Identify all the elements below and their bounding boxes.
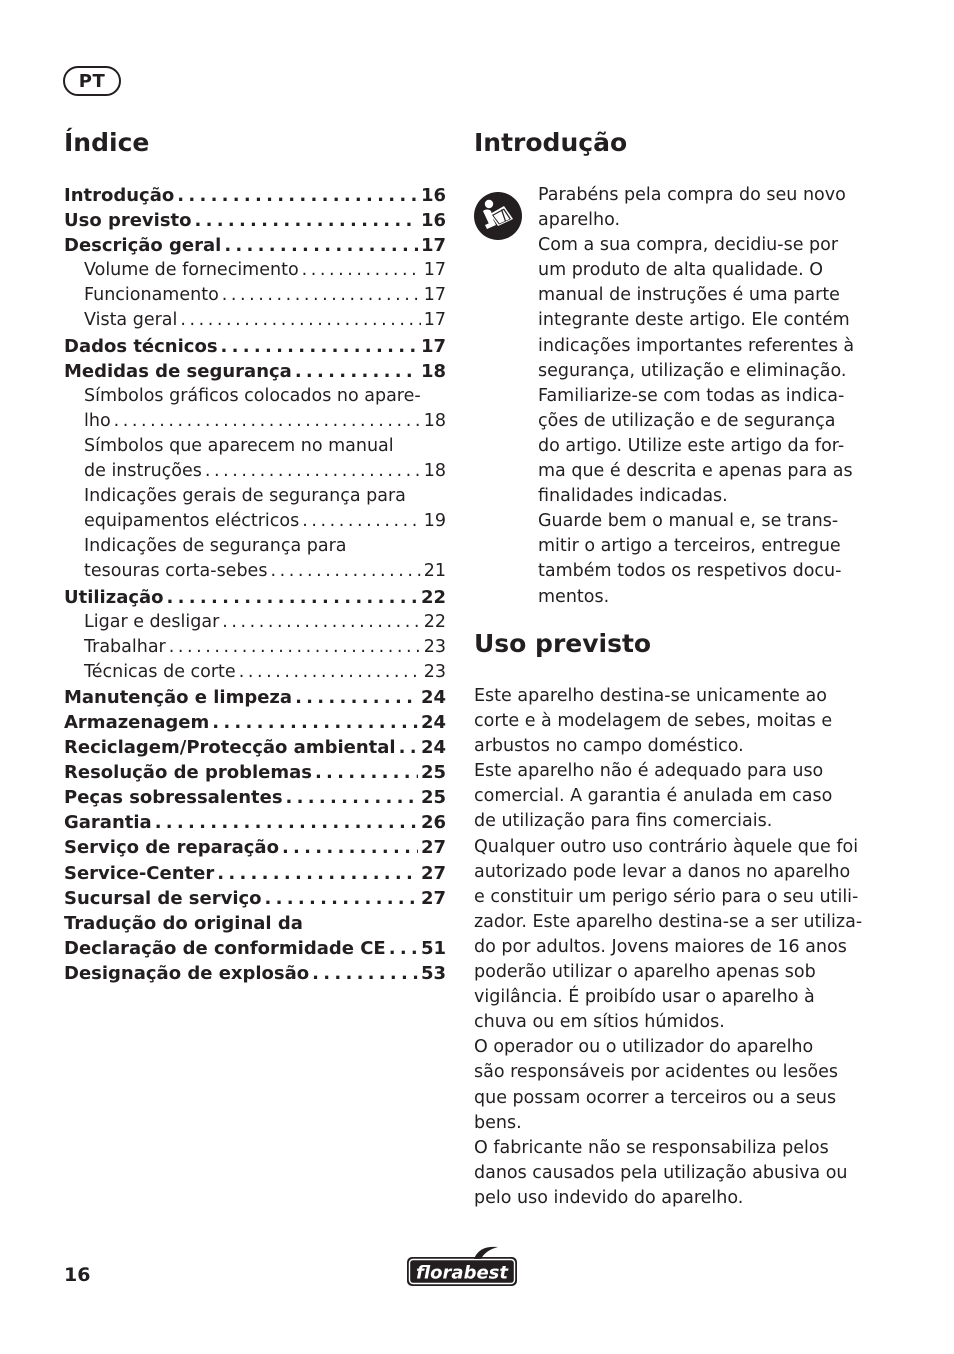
toc-entry-page: 18	[423, 461, 446, 482]
toc-entry-page: 27	[420, 887, 446, 909]
toc-entry	[64, 886, 446, 911]
toc-entry-label: equipamentos eléctricos	[84, 511, 300, 532]
text-line: comercial. A garantia é anulada em caso	[474, 786, 833, 807]
text-line: arbustos no campo doméstico.	[474, 736, 744, 757]
toc-entry	[64, 635, 446, 660]
toc-dot-leader	[270, 559, 420, 584]
toc-entry-label: Símbolos gráficos colocados no apare-	[84, 385, 421, 406]
toc-entry-label: Tradução do original da	[64, 912, 303, 934]
toc-entry	[64, 359, 446, 384]
toc-entry-page: 25	[420, 787, 446, 809]
toc-dot-leader	[217, 861, 418, 886]
toc-entry-label: Indicações gerais de segurança para	[84, 486, 406, 507]
text-line: indicações importantes referentes à	[538, 335, 855, 356]
toc-entry	[64, 861, 446, 886]
toc-entry-page: 24	[420, 711, 446, 733]
toc-dot-leader	[295, 359, 418, 384]
toc-dot-leader	[282, 835, 418, 860]
toc-entry-page: 27	[420, 862, 446, 884]
text-line: danos causados pela utilização abusiva ou	[474, 1162, 848, 1183]
page-number: 16	[64, 1264, 91, 1286]
toc-entry-label: Peças sobressalentes	[64, 787, 283, 809]
toc-entry-page: 17	[420, 335, 446, 357]
toc-dot-leader	[295, 685, 418, 710]
toc-entry-label: lho	[84, 410, 111, 431]
toc-entry-label: Armazenagem	[64, 711, 210, 733]
text-line: e constituir um perigo sério para o seu utili-	[474, 886, 859, 907]
toc-title: Índice	[64, 128, 150, 157]
toc-entry-label: Ligar e desligar	[84, 611, 220, 632]
uso-previsto-title: Uso previsto	[474, 629, 652, 658]
toc-entry-label: Funcionamento	[84, 285, 219, 306]
toc-entry-page: 19	[423, 511, 446, 532]
table-of-contents	[64, 183, 446, 986]
text-line: Este aparelho não é adequado para uso	[474, 761, 824, 782]
toc-entry-page: 27	[420, 837, 446, 859]
toc-entry-page: 17	[423, 310, 446, 331]
toc-entry	[64, 484, 446, 509]
toc-entry	[64, 760, 446, 785]
toc-entry-page: 22	[420, 586, 446, 608]
text-line: integrante deste artigo. Ele contém	[538, 310, 850, 331]
toc-entry	[64, 409, 446, 434]
toc-dot-leader	[177, 183, 418, 208]
introducao-body	[538, 183, 868, 610]
text-line: mentos.	[538, 586, 610, 607]
toc-entry-label: Medidas de segurança	[64, 360, 292, 382]
toc-entry	[64, 208, 446, 233]
text-line: finalidades indicadas.	[538, 486, 728, 507]
text-line: ma que é descrita e apenas para as	[538, 461, 853, 482]
toc-entry-label: tesouras corta-sebes	[84, 561, 268, 582]
toc-entry-page: 25	[420, 762, 446, 784]
text-line: que possam ocorrer a terceiros ou a seus	[474, 1087, 837, 1108]
toc-entry	[64, 710, 446, 735]
toc-dot-leader	[286, 785, 418, 810]
florabest-logo	[404, 1244, 520, 1290]
toc-entry	[64, 509, 446, 534]
toc-entry	[64, 258, 446, 283]
text-line: são responsáveis por acidentes ou lesões	[474, 1062, 838, 1083]
toc-entry-page: 24	[420, 686, 446, 708]
toc-dot-leader	[302, 258, 421, 283]
toc-entry-label: Resolução de problemas	[64, 762, 312, 784]
toc-entry	[64, 835, 446, 860]
toc-entry-page: 16	[420, 185, 446, 206]
read-manual-icon	[474, 192, 522, 240]
text-line: Este aparelho destina-se unicamente ao	[474, 686, 827, 706]
toc-entry	[64, 936, 446, 961]
toc-dot-leader	[239, 660, 421, 685]
text-line: aparelho.	[538, 210, 621, 231]
toc-entry-page: 53	[420, 962, 446, 984]
toc-entry-page: 17	[420, 235, 446, 257]
toc-entry	[64, 534, 446, 559]
text-line: autorizado pode levar a danos no aparelho	[474, 861, 851, 882]
toc-entry-page: 17	[423, 285, 446, 306]
text-line: Familiarize-se com todas as indica-	[538, 385, 845, 406]
toc-dot-leader	[399, 735, 418, 760]
toc-entry	[64, 459, 446, 484]
text-line: O operador ou o utilizador do aparelho	[474, 1037, 814, 1058]
text-line: manual de instruções é uma parte	[538, 285, 840, 306]
toc-entry-label: Uso previsto	[64, 210, 192, 232]
toc-entry-label: Designação de explosão	[64, 962, 310, 984]
toc-dot-leader	[195, 208, 418, 233]
toc-entry-label: Trabalhar	[84, 636, 166, 657]
text-line: ções de utilização e de segurança	[538, 410, 836, 431]
toc-dot-leader	[302, 509, 421, 534]
toc-entry	[64, 660, 446, 685]
text-line: Guarde bem o manual e, se trans-	[538, 511, 839, 532]
toc-entry-label: de instruções	[84, 461, 202, 482]
toc-dot-leader	[155, 810, 418, 835]
toc-dot-leader	[312, 961, 418, 986]
toc-dot-leader	[222, 283, 421, 308]
text-line: do artigo. Utilize este artigo da for-	[538, 435, 845, 456]
toc-entry-label: Reciclagem/Protecção ambiental	[64, 737, 396, 759]
text-line: O fabricante não se responsabiliza pelos	[474, 1137, 829, 1158]
toc-entry-label: Manutenção e limpeza	[64, 686, 293, 708]
toc-entry	[64, 233, 446, 258]
toc-entry-label: Service-Center	[64, 862, 215, 884]
text-line: mitir o artigo a terceiros, entregue	[538, 536, 841, 557]
toc-entry-page: 17	[423, 260, 446, 281]
toc-entry-page: 18	[423, 410, 446, 431]
toc-dot-leader	[205, 459, 421, 484]
toc-entry-page: 18	[420, 360, 446, 382]
text-line: um produto de alta qualidade. O	[538, 260, 824, 281]
toc-entry-page: 23	[423, 636, 446, 657]
toc-entry-label: Introdução	[64, 185, 175, 206]
toc-entry	[64, 334, 446, 359]
toc-entry-label: Utilização	[64, 586, 164, 608]
toc-dot-leader	[167, 585, 418, 610]
toc-entry-label: Descrição geral	[64, 235, 222, 257]
toc-entry	[64, 384, 446, 409]
toc-dot-leader	[222, 610, 420, 635]
language-badge: PT	[63, 66, 121, 96]
toc-entry-label: Dados técnicos	[64, 335, 218, 357]
toc-entry-label: Declaração de conformidade CE	[64, 937, 386, 959]
toc-dot-leader	[315, 760, 418, 785]
toc-entry-page: 26	[420, 812, 446, 834]
text-line: Parabéns pela compra do seu novo	[538, 185, 846, 205]
text-line: pelo uso indevido do aparelho.	[474, 1187, 744, 1208]
toc-entry-page: 22	[423, 611, 446, 632]
toc-entry-page: 16	[420, 210, 446, 232]
toc-dot-leader	[180, 308, 420, 333]
toc-entry	[64, 308, 446, 333]
text-line: Com a sua compra, decidiu-se por	[538, 235, 839, 256]
toc-entry	[64, 810, 446, 835]
text-line: vigilância. É proibído usar o aparelho à	[474, 987, 815, 1008]
svg-text:florabest: florabest	[416, 1262, 508, 1284]
toc-entry-label: Vista geral	[84, 310, 178, 331]
text-line: segurança, utilização e eliminação.	[538, 360, 847, 381]
toc-entry	[64, 183, 446, 208]
toc-entry	[64, 785, 446, 810]
text-line: zador. Este aparelho destina-se a ser utiliza-	[474, 911, 863, 932]
introducao-title: Introdução	[474, 128, 628, 157]
toc-entry-label: Símbolos que aparecem no manual	[84, 435, 394, 456]
toc-entry-label: Volume de fornecimento	[84, 260, 299, 281]
toc-entry	[64, 434, 446, 459]
toc-entry-label: Sucursal de serviço	[64, 887, 262, 909]
toc-entry	[64, 610, 446, 635]
text-line: poderão utilizar o aparelho apenas sob	[474, 962, 816, 983]
toc-entry-page: 21	[423, 561, 446, 582]
toc-dot-leader	[169, 635, 421, 660]
toc-entry	[64, 735, 446, 760]
text-line: chuva ou em sítios húmidos.	[474, 1012, 725, 1033]
toc-entry	[64, 685, 446, 710]
toc-entry-page: 51	[420, 937, 446, 959]
toc-entry-label: Garantia	[64, 812, 152, 834]
toc-entry	[64, 283, 446, 308]
toc-dot-leader	[212, 710, 418, 735]
toc-entry	[64, 911, 446, 936]
text-line: bens.	[474, 1112, 522, 1133]
toc-entry-label: Serviço de reparação	[64, 837, 279, 859]
text-line: de utilização para fins comerciais.	[474, 811, 773, 832]
toc-entry-page: 24	[420, 737, 446, 759]
toc-dot-leader	[389, 936, 418, 961]
uso-previsto-body	[474, 684, 874, 1211]
toc-entry	[64, 961, 446, 986]
toc-dot-leader	[224, 233, 418, 258]
toc-entry-page: 23	[423, 661, 446, 682]
toc-entry-label: Técnicas de corte	[84, 661, 236, 682]
toc-entry	[64, 585, 446, 610]
text-line: corte e à modelagem de sebes, moitas e	[474, 711, 833, 732]
toc-dot-leader	[221, 334, 418, 359]
text-line: também todos os respetivos docu-	[538, 561, 842, 582]
text-line: do por adultos. Jovens maiores de 16 anos	[474, 936, 847, 957]
toc-dot-leader	[114, 409, 421, 434]
toc-entry-label: Indicações de segurança para	[84, 536, 347, 557]
text-line: Qualquer outro uso contrário àquele que foi	[474, 836, 859, 857]
toc-dot-leader	[265, 886, 418, 911]
toc-entry	[64, 559, 446, 584]
